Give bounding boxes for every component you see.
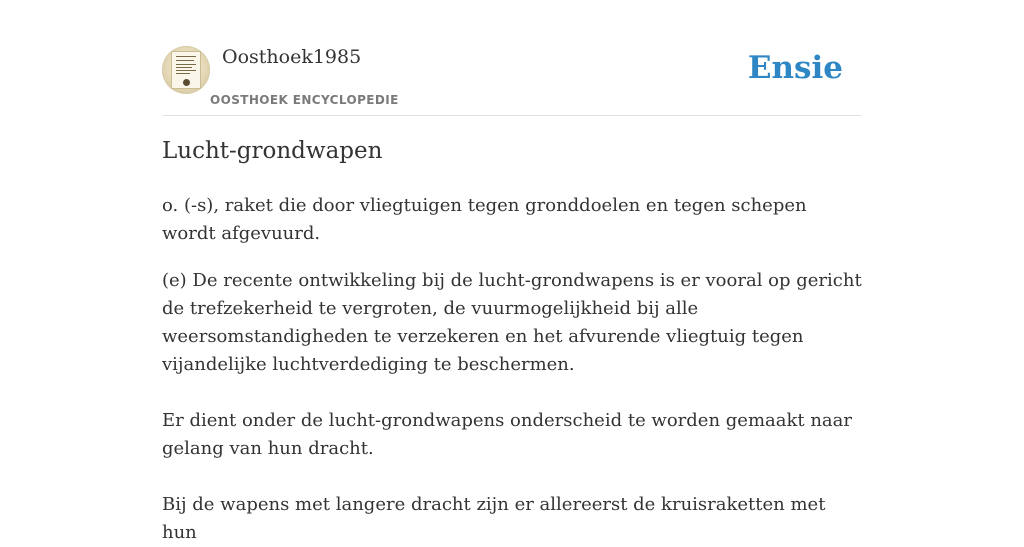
article-body: (e) De recente ontwikkeling bij de lucht-grondwapens is er vooral op gericht de trefzekerheid te vergroten, de vuurmogelijkheid bij alle weersomstandigheden te verzekeren en het afvurende vliegtuig tegen vijandelijke luchtverdediging te beschermen. Er dient onder de lucht-grondwapens onderscheid te worden gemaakt naar gelang van hun dracht. Bij de wapens met langere dracht zijn er allereerst de kruisraketten met hun — [162, 270, 862, 543]
article-content — [162, 192, 862, 547]
seal-icon — [183, 79, 190, 86]
source-label[interactable]: OOSTHOEK ENCYCLOPEDIE — [210, 93, 399, 107]
page-container — [162, 0, 862, 543]
username-link[interactable]: Oosthoek1985 — [222, 46, 362, 68]
entry-header — [162, 0, 862, 116]
brand-logo[interactable]: Ensie — [747, 50, 843, 86]
definition-paragraph: o. (-s), raket die door vliegtuigen tegen gronddoelen en tegen schepen wordt afgevuurd. — [162, 195, 807, 244]
avatar[interactable] — [162, 46, 210, 94]
page-title: Lucht-grondwapen — [162, 138, 383, 164]
avatar-document-image — [171, 51, 201, 89]
